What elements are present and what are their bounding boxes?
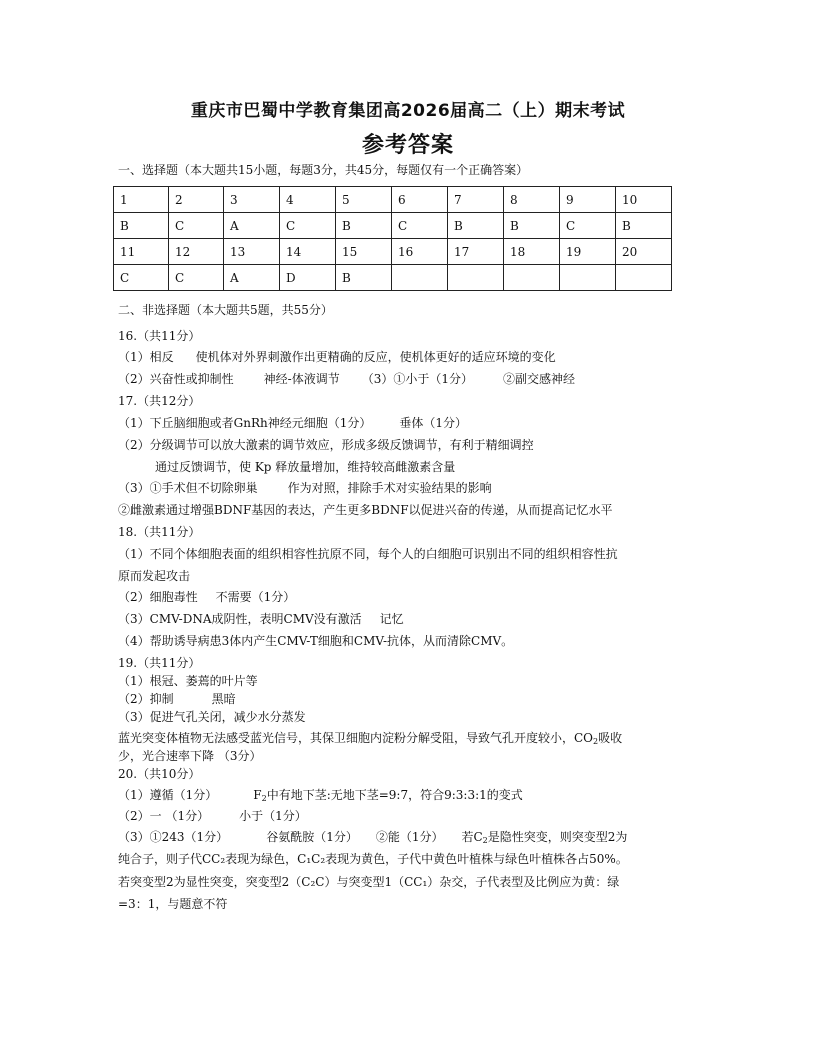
- answer-table-cell: A: [224, 213, 280, 239]
- q18-line2: 原而发起攻击: [118, 569, 191, 583]
- answer-table-cell: C: [280, 213, 336, 239]
- q17-3-answer-b: 作为对照，排除手术对实验结果的影响: [287, 481, 492, 495]
- q20-1-answer-a: （1）遵循（1分）: [118, 788, 218, 802]
- answer-table-cell: C: [392, 213, 448, 239]
- answer-table-cell: [560, 265, 616, 291]
- answer-table-cell: 15: [336, 239, 392, 265]
- answer-table-cell: 19: [560, 239, 616, 265]
- q19-2-answer-a: （2）抑制: [118, 692, 174, 706]
- q17-line5: ②雌激素通过增强BDNF基因的表达，产生更多BDNF以促进兴奋的传递，从而提高记忆水平: [118, 503, 613, 517]
- answer-table-cell: 7: [448, 187, 504, 213]
- answer-table-cell: B: [114, 213, 169, 239]
- answer-table-cell: 3: [224, 187, 280, 213]
- q16-3-answer-a: （3）①小于（1分）: [361, 372, 473, 386]
- q16-2-answer-b: 神经-体液调节: [263, 372, 340, 386]
- section2-heading: 二、非选择题（本大题共5题，共55分）: [118, 303, 333, 317]
- answer-table-row: [114, 265, 672, 291]
- answer-table-cell: C: [560, 213, 616, 239]
- q17-line1: [118, 417, 467, 429]
- q20-3-answer-c: ②能（1分）: [375, 830, 444, 844]
- q19-line5: 少，光合速率下降 （3分）: [118, 749, 262, 763]
- answer-table-cell: 20: [616, 239, 672, 265]
- q20-3-answer-e: 是隐性突变，则突变型2为: [487, 830, 628, 844]
- answer-table-cell: 2: [169, 187, 224, 213]
- answer-table-cell: C: [169, 265, 224, 291]
- answer-table-cell: 5: [336, 187, 392, 213]
- q20-line4: 纯合子，则子代CC₂表现为绿色，C₁C₂表现为黄色，子代中黄色叶植株与绿色叶植株各占50%。: [118, 852, 628, 866]
- answer-table-cell: 16: [392, 239, 448, 265]
- q20-3-answer-a: （3）①243（1分）: [118, 830, 229, 844]
- answer-table-cell: 6: [392, 187, 448, 213]
- q17-3-answer-a: （3）①手术但不切除卵巢: [118, 481, 258, 495]
- answer-table-row: [114, 239, 672, 265]
- answer-table-cell: A: [224, 265, 280, 291]
- q20-line5: 若突变型2为显性突变，突变型2（C₂C）与突变型1（CC₁）杂交，子代表型及比例应为黄：绿: [118, 875, 620, 889]
- q20-line1: [118, 789, 523, 803]
- q18-line3: [118, 591, 295, 603]
- q19-line3: （3）促进气孔关闭，减少水分蒸发: [118, 710, 306, 724]
- q18-3-answer-b: 记忆: [379, 612, 404, 626]
- q20-1-f2: F: [253, 788, 262, 802]
- answer-table-cell: 14: [280, 239, 336, 265]
- q18-line1: （1）不同个体细胞表面的组织相容性抗原不同，每个人的白细胞可识别出不同的组织相容性抗: [118, 547, 618, 561]
- answer-table-cell: 4: [280, 187, 336, 213]
- q16-line2: [118, 373, 575, 385]
- answer-table-cell: [448, 265, 504, 291]
- answer-table-cell: 13: [224, 239, 280, 265]
- answer-table-cell: [504, 265, 560, 291]
- q18-2-answer-b: 不需要（1分）: [215, 590, 296, 604]
- q20-1-answer-b: 中有地下茎:无地下茎=9:7，符合9:3:3:1的变式: [266, 788, 523, 802]
- q16-heading: 16.（共11分）: [118, 329, 201, 343]
- answer-table-cell: 8: [504, 187, 560, 213]
- q19-2-answer-b: 黑暗: [211, 692, 236, 706]
- exam-title: 重庆市巴蜀中学教育集团高2026届高二（上）期末考试: [190, 101, 626, 121]
- q19-line4-text-b: 吸收: [598, 731, 623, 745]
- q20-2-answer-a: （2）一 （1分）: [118, 809, 210, 823]
- q17-line3: 通过反馈调节，使 Kp 释放量增加，维持较高雌激素含量: [155, 460, 456, 474]
- q17-1-answer-b: 垂体（1分）: [399, 416, 467, 430]
- answer-table-row: [114, 213, 672, 239]
- q19-line2: [118, 693, 236, 705]
- answer-table-cell: 17: [448, 239, 504, 265]
- answer-table-cell: B: [336, 213, 392, 239]
- answer-table-cell: 1: [114, 187, 169, 213]
- q17-heading: 17.（共12分）: [118, 394, 201, 408]
- q20-heading: 20.（共10分）: [118, 767, 201, 781]
- q16-2-answer-a: （2）兴奋性或抑制性: [118, 372, 234, 386]
- q20-line3: [118, 831, 627, 845]
- q18-line4: [118, 613, 404, 625]
- answer-table-cell: C: [114, 265, 169, 291]
- q17-line4: [118, 482, 492, 494]
- q20-3-answer-b: 谷氨酰胺（1分）: [266, 830, 358, 844]
- answer-table-cell: 10: [616, 187, 672, 213]
- q19-co2-subscript: 2: [593, 737, 599, 746]
- q20-line6: =3：1，与题意不符: [118, 897, 228, 911]
- answer-table-cell: D: [280, 265, 336, 291]
- answer-table-cell: B: [616, 213, 672, 239]
- answer-table-cell: 18: [504, 239, 560, 265]
- q16-line1: [118, 351, 556, 363]
- section1-heading: 一、选择题（本大题共15小题，每题3分，共45分，每题仅有一个正确答案）: [118, 163, 529, 177]
- q20-3-answer-d: 若C: [461, 830, 483, 844]
- q20-line2: [118, 810, 307, 822]
- answer-table-cell: 9: [560, 187, 616, 213]
- answer-key-heading: 参考答案: [361, 133, 454, 158]
- q16-1-answer-b: 使机体对外界刺激作出更精确的反应，使机体更好的适应环境的变化: [195, 350, 556, 364]
- q18-2-answer-a: （2）细胞毒性: [118, 590, 198, 604]
- answer-table-cell: C: [169, 213, 224, 239]
- q18-3-answer-a: （3）CMV-DNA成阴性，表明CMV没有激活: [118, 612, 362, 626]
- q20-3-c2-subscript: 2: [482, 836, 488, 845]
- q16-3-answer-b: ②副交感神经: [502, 372, 575, 386]
- q19-line1: （1）根冠、萎蔫的叶片等: [118, 674, 258, 688]
- q20-1-f2-subscript: 2: [261, 794, 267, 803]
- answer-table-row: [114, 187, 672, 213]
- q19-heading: 19.（共11分）: [118, 656, 201, 670]
- q18-line5: （4）帮助诱导病患3体内产生CMV-T细胞和CMV-抗体，从而清除CMV。: [118, 634, 514, 648]
- answer-table-cell: 11: [114, 239, 169, 265]
- q19-line4: [118, 732, 622, 746]
- q20-2-answer-b: 小于（1分）: [239, 809, 307, 823]
- q18-heading: 18.（共11分）: [118, 525, 201, 539]
- answer-table-cell: B: [448, 213, 504, 239]
- answer-table-cell: B: [504, 213, 560, 239]
- answer-table-cell: B: [336, 265, 392, 291]
- q17-1-answer-a: （1）下丘脑细胞或者GnRh神经元细胞（1分）: [118, 416, 372, 430]
- answer-table-cell: 12: [169, 239, 224, 265]
- answer-table: [113, 186, 672, 291]
- q16-1-answer-a: （1）相反: [118, 350, 174, 364]
- q17-line2: （2）分级调节可以放大激素的调节效应，形成多级反馈调节，有利于精细调控: [118, 438, 534, 452]
- q19-line4-text-a: 蓝光突变体植物无法感受蓝光信号，其保卫细胞内淀粉分解受阻，导致气孔开度较小，CO: [118, 731, 594, 745]
- answer-table-cell: [392, 265, 448, 291]
- answer-table-cell: [616, 265, 672, 291]
